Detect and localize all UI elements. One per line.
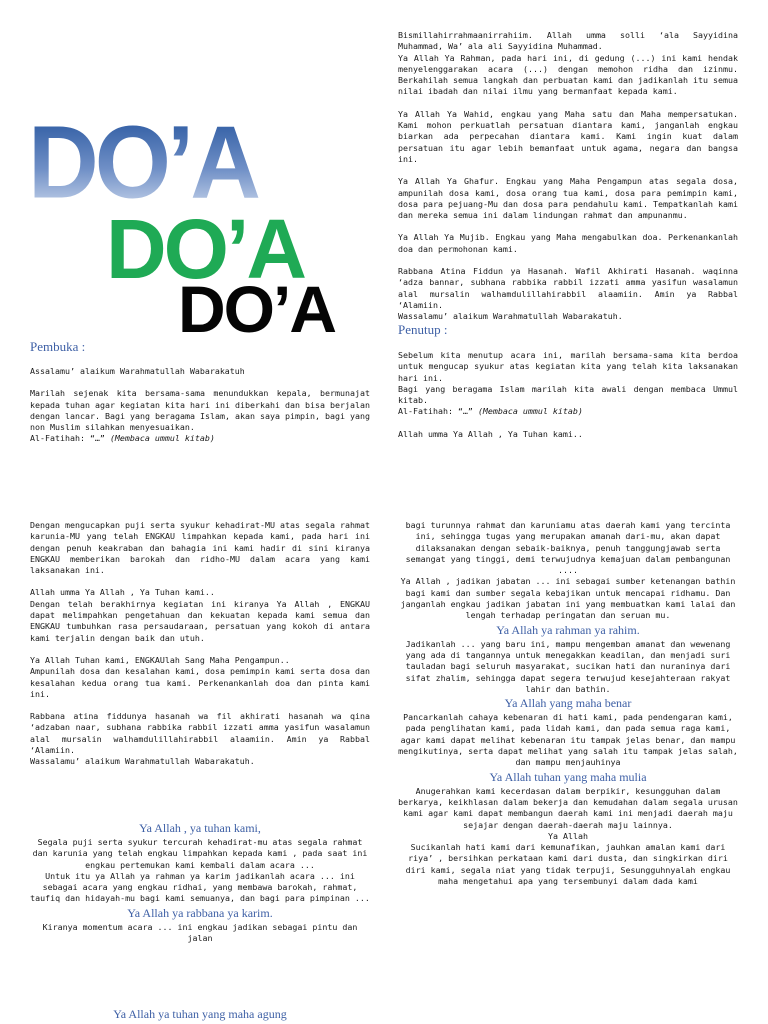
office-prayer-heading-1: Ya Allah , ya tuhan kami,: [139, 821, 261, 835]
closing-invocation: Allah umma Ya Allah , Ya Tuhan kami..: [30, 587, 215, 598]
pembuka-fatihah-note: (Membaca ummul kitab): [109, 433, 215, 444]
doa-logo-black: DO’A: [178, 272, 335, 342]
office-prayer-r1: bagi turunnya rahmat dan karuniamu atas daerah kami yang tercinta ini, sehingga tugas yang merupakan amanah dari-mu, akan dapat dilaksanakan dengan sebaik-baiknya, penuh tanggungjawab serta semangat yang tinggi, demi terwujudnya kemajuan dalam pembangunan ....: [405, 520, 731, 576]
office-prayer-heading-3: Ya Allah ya rahman ya rahim.: [496, 622, 640, 637]
closing-forgive: Ampunilah dosa dan kesalahan kami, dosa pemimpin kami serta dosa dan kesalahan kedua orang tua kami. Perkenankanlah doa dan pinta kami ini.: [30, 666, 370, 699]
office-prayer-r2: Ya Allah , jadikan jabatan ... ini sebagai sumber ketenangan bathin bagi kami dan sumber segala kebajikan untuk mencapai ridhamu. Dan janganlah engkau jadikan jabatan ini yang membuatkan kami lalai dan lengah terhadap peringatan dan seruan mu.: [400, 576, 736, 621]
closing-rabbana: Rabbana atina fiddunya hasanah wa fil akhirati hasanah wa qina ‘adzaban naar, subhana rabbika rabbil izzati amma yasifun wasalamun alal mursalin walhamdulillahirabbil alaamiin. Amin ya Rabbal ‘Alamiin.: [30, 711, 370, 756]
doa-logo-green: DO’A: [106, 202, 304, 296]
penutup-heading: Penutup :: [398, 322, 448, 337]
office-prayer-c2: Untuk itu ya Allah ya rahman ya karim jadikanlah acara ... ini sebagai acara yang engkau ridhai, yang membawa barokah, rahmat, taufiq dan hidayah-mu bagi kami semuanya, dan bagi para pimpinan ...: [30, 870, 370, 904]
office-prayer-c1: Segala puji serta syukur tercurah kehadirat-mu atas segala rahmat dan karunia yang telah engkau limpahkan kepada kami , pada saat ini engkau pertemukan kami kembali dalam acara ...: [32, 837, 368, 870]
penutup-islam: Bagi yang beragama Islam marilah kita awali dengan membaca Ummul kitab.: [398, 383, 738, 406]
pembuka-fatihah: [30, 433, 370, 444]
pembuka-intro: Marilah sejenak kita bersama-sama menundukkan kepala, bermunajat kepada tuhan agar kegiatan kita hari ini diberkahi dan bisa berjalan dengan lancar. Bagi yang beragama Islam, akan saya pimpin, bagi yang non Muslim silahkan menyesuaikan.: [30, 388, 370, 433]
closing-thanks: Dengan mengucapkan puji serta syukur kehadirat-MU atas segala rahmat karunia-MU yang telah ENGKAU limpahkan kepada kami, pada hari ini dengan penuh keakraban dan bahagia ini kami hadir di sini kiranya ENGKAU memberikan barokah dan ridho-MU dalam acara yang kami laksanakan ini.: [30, 520, 370, 576]
closing-prayer-left: [30, 520, 370, 768]
pembuka-fatihah-label: Al-Fatihah: “…”: [30, 433, 105, 444]
doa-logo-art: [20, 80, 355, 342]
closing-knowledge: Dengan telah berakhirnya kegiatan ini kiranya Ya Allah , ENGKAU dapat melimpahkan pengetahuan dan kekuatan kepada kami semua dan ENGKAU tumbuhkan rasa persaudaraan, persatuan yang kokoh di antara kami terjalin dengan baik dan utuh.: [30, 598, 370, 643]
office-prayer-left: [30, 820, 370, 944]
penutup-fatihah-label: Al-Fatihah: “…”: [398, 406, 473, 417]
penutup-invite: Sebelum kita menutup acara ini, marilah bersama-sama kita berdoa untuk mengucap syukur atas kegiatan kita yang telah kita laksanakan hari ini.: [398, 350, 738, 383]
closing-salam: Wassalamu’ alaikum Warahmatullah Wabarakatuh.: [30, 756, 255, 767]
footer-heading: Ya Allah ya tuhan yang maha agung: [113, 1007, 287, 1021]
opening-prayer-ghafur: Ya Allah Ya Ghafur. Engkau yang Maha Pengampun atas segala dosa, ampunilah dosa kami, dosa orang tua kami, dosa para pemimpin kami, dosa para pejuang-Mu dan dosa para pendahulu kami. Tempatkanlah kami dan mereka semua ini dalam lindungan rahmat dan ampunanmu.: [398, 176, 738, 221]
pembuka-section: [30, 366, 370, 445]
doa-logo: [20, 80, 355, 342]
office-prayer-r5: Anugerahkan kami kecerdasan dalam berpikir, kesungguhan dalam berkarya, keikhlasan dalam bekerja dan kemudahan dalam segala urusan kami agar kami dapat membangun daerah kami ini menjadi daerah maju sejajar dengan daerah-daerah maju lainnya.: [398, 785, 738, 830]
penutup-closing: Allah umma Ya Allah , Ya Tuhan kami..: [398, 428, 583, 439]
office-prayer-r7: Sucikanlah hati kami dari kemunafikan, jauhkan amalan kami dari riya’ , bersihkan perkataan kami dari dusta, dan singkirkan diri diri kami, segala niat yang tidak terpuji, Sesungguhnyalah engkau maha mengetahui apa yang tersembunyi dalam dada kami: [405, 842, 731, 887]
opening-prayer-wahid: Ya Allah Ya Wahid, engkau yang Maha satu dan Maha mempersatukan. Kami mohon perkuatlah persatuan diantara kami, janganlah engkau biarkan ada perpecahan diantara kami. Kami ingin kuat dalam persatuan itu agar lebih bemanfaat untuk agama, negara dan bangsa ini.: [398, 108, 738, 164]
office-prayer-r4: Pancarkanlah cahaya kebenaran di hati kami, pada pendengaran kami, pada penglihatan kami, pada lidah kami, dan pada semua raga kami, agar kami dapat melihat kebenaran itu tampak jelas benar, dan mampu mengikutinya, serta dapat melihat yang salah itu tampak jelas salah, dan mampu menjauhinya: [398, 712, 738, 768]
office-prayer-right: [398, 520, 738, 887]
doa-logo-blue: DO’A: [28, 105, 257, 221]
office-prayer-c3: Kiranya momentum acara ... ini engkau jadikan sebagai pintu dan jalan: [42, 921, 358, 944]
opening-prayer-salam: Wassalamu’ alaikum Warahmatullah Wabarakatuh.: [398, 311, 623, 322]
penutup-fatihah-note: (Membaca ummul kitab): [477, 406, 583, 417]
opening-prayer-line1: Bismillahirrahmaanirrahiim. Allah umma solli ‘ala Sayyidina Muhammad, Wa’ ala ali Sayyidina Muhammad.: [398, 30, 738, 52]
opening-prayer-line2: Ya Allah Ya Rahman, pada hari ini, di gedung (...) ini kami hendak menyelenggarakan acara (...) dengan memohon ridha dan izinmu. Berkahilah semua langkah dan perbuatan kami dan jadikanlah itu semua nilai ibadah dan nilai ilmu yang bermanfaat kepada kami.: [398, 52, 738, 97]
office-prayer-heading-2: Ya Allah ya rabbana ya karim.: [127, 905, 273, 920]
pembuka-greeting: Assalamu’ alaikum Warahmatullah Wabarakatuh: [30, 366, 245, 376]
office-prayer-heading-5: Ya Allah tuhan yang maha mulia: [489, 769, 647, 784]
office-prayer-r3: Jadikanlah ... yang baru ini, mampu mengemban amanat dan wewenang yang ada di tangannya untuk menegakkan keadilan, dan menjadi suri tauladan bagi seluruh masyarakat, sucikan hati dan nuraninya dari sifat zhalim, sehingga dapat segera terwujud kesejahteraan rakyat lahir dan bathin.: [405, 638, 731, 694]
opening-prayer-rabbana: Rabbana Atina Fiddun ya Hasanah. Wafil Akhirati Hasanah. waqinna ‘adza bannar, subhana rabbika rabbil izzati amma yasifun wasalamun alal mursalin walhamdulillahirabbil alaamiin. Amin ya Rabbal ‘Alamiin.: [398, 266, 738, 310]
closing-forgiver: Ya Allah Tuhan kami, ENGKAUlah Sang Maha Pengampun..: [30, 654, 290, 665]
office-prayer-r6: Ya Allah: [548, 830, 588, 841]
pembuka-heading: Pembuka :: [30, 339, 86, 354]
opening-prayer: [398, 30, 738, 323]
penutup-section: [398, 350, 738, 440]
office-prayer-heading-4: Ya Allah yang maha benar: [504, 696, 632, 711]
opening-prayer-mujib: Ya Allah Ya Mujib. Engkau yang Maha mengabulkan doa. Perkenankanlah doa dan permohonan kami.: [398, 232, 738, 254]
penutup-fatihah: [398, 406, 738, 417]
